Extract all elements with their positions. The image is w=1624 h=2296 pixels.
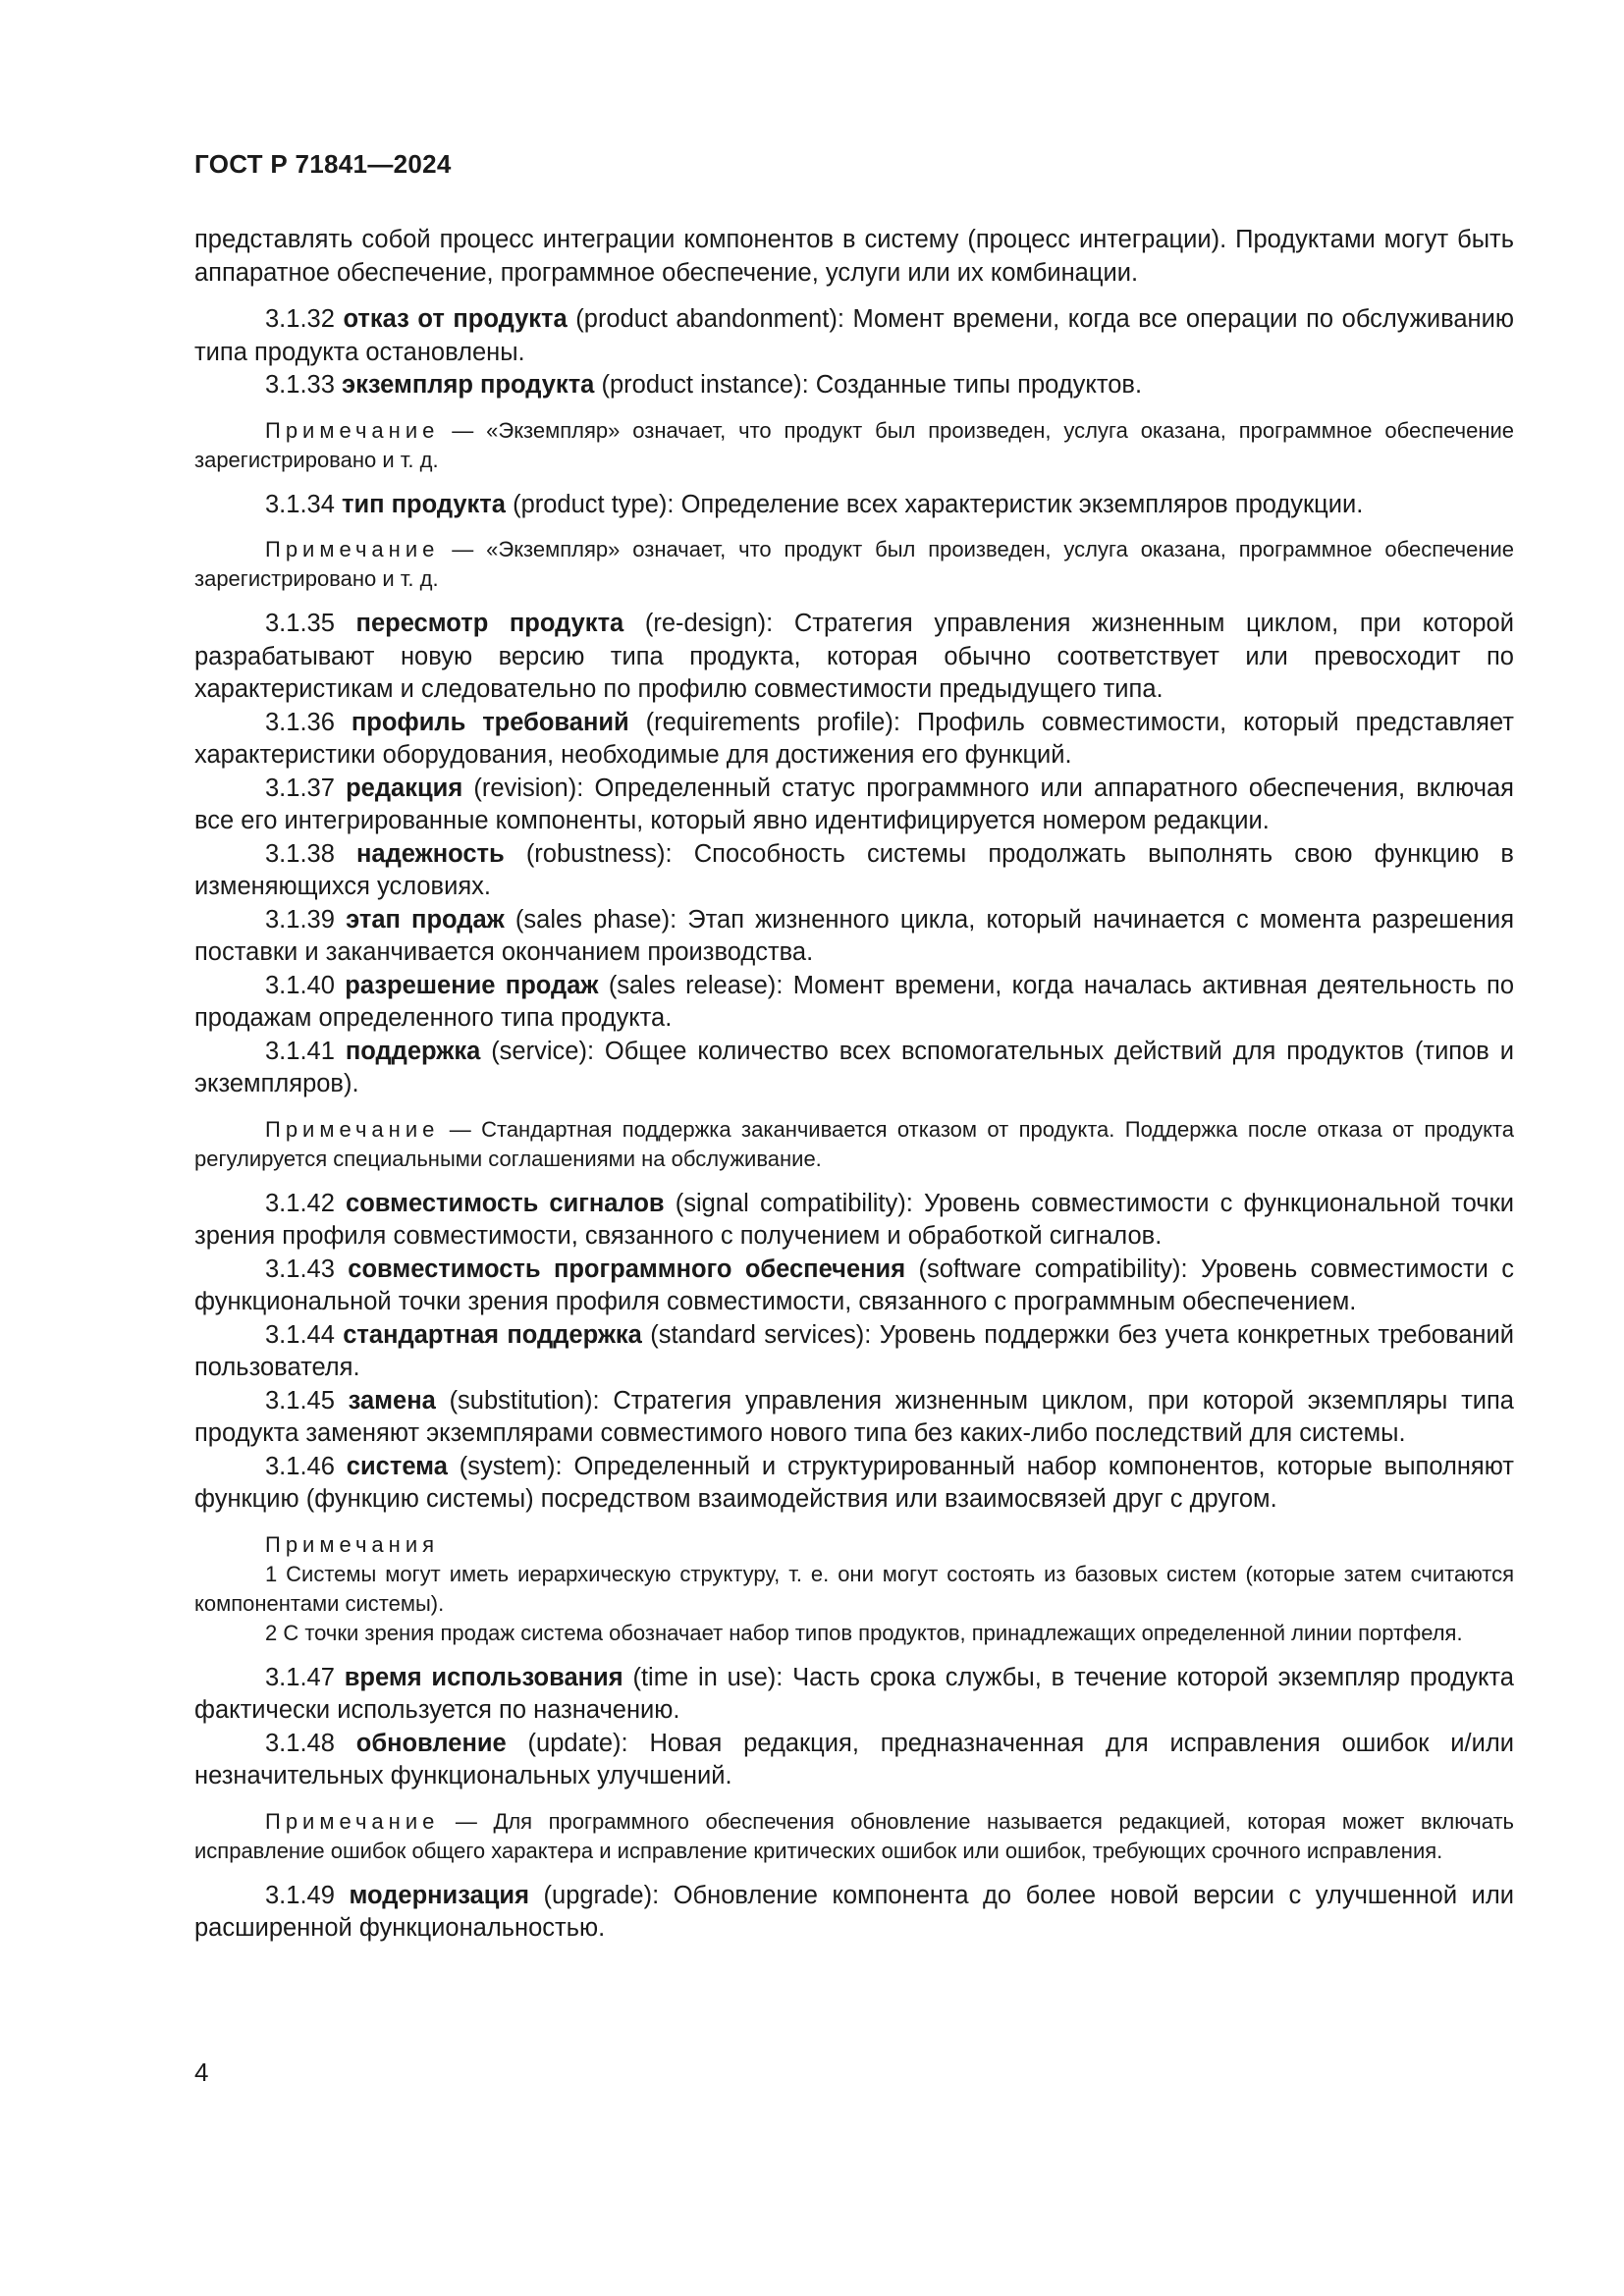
term-entry: 3.1.38 надежность (robustness): Способность системы продолжать выполнять свою функцию в изменяющихся условиях. (194, 839, 1514, 900)
term-entry: 3.1.48 обновление (update): Новая редакция, предназначенная для исправления ошибок и/или незначительных функциональных улучшений. (194, 1729, 1514, 1789)
term-entry: 3.1.35 пересмотр продукта (re-design): Стратегия управления жизненным циклом, при которой разрабатывают новую версию типа продукта, которая обычно соответствует или превосходит по характеристикам и следовательно по профилю совместимости предыдущего типа. (194, 610, 1514, 703)
term-entry: 3.1.49 модернизация (upgrade): Обновление компонента до более новой версии с улучшенной или расширенной функциональностью. (194, 1881, 1514, 1942)
term-title: тип продукта (342, 490, 506, 518)
term-title: модернизация (349, 1881, 529, 1909)
page-content (194, 224, 1514, 1946)
term-entry: 3.1.43 совместимость программного обеспечения (software compatibility): Уровень совместимости с функциональной точки зрения профиля совместимости, связанного с программным обеспечением. (194, 1255, 1514, 1315)
term-title: система (346, 1452, 448, 1480)
term-title: отказ от продукта (343, 305, 568, 333)
term-entry: 3.1.39 этап продаж (sales phase): Этап жизненного цикла, который начинается с момента разрешения поставки и заканчивается окончанием производства. (194, 905, 1515, 966)
term-entry: 3.1.45 замена (substitution): Стратегия управления жизненным циклом, при которой экземпляры типа продукта заменяют экземплярами совместимого нового типа без каких-либо последствий для системы. (194, 1386, 1514, 1447)
note: Примечание — «Экземпляр» означает, что продукт был произведен, услуга оказана, программное обеспечение зарегистрировано и т. д. (194, 417, 1514, 472)
note: Примечание — Для программного обеспечения обновление называется редакцией, которая может включать исправление ошибок общего характера и исправление критических ошибок или ошибок, требующих срочного исправления. (194, 1808, 1514, 1863)
term-title: этап продаж (346, 905, 505, 934)
term-entry: 3.1.46 система (system): Определенный и структурированный набор компонентов, которые выполняют функцию (функцию системы) посредством взаимодействия или взаимосвязей друг с другом. (194, 1452, 1514, 1513)
term-title: время использования (344, 1663, 623, 1691)
term-title: профиль требований (351, 708, 629, 736)
term-title: пересмотр продукта (355, 610, 624, 637)
intro-paragraph: представлять собой процесс интеграции компонентов в систему (процесс интеграции). Продуктами могут быть аппаратное обеспечение, программное обеспечение, услуги или их комбинации. (194, 226, 1514, 287)
term-entry: 3.1.34 тип продукта (product type): Определение всех характеристик экземпляров продукции. (265, 490, 1364, 518)
term-entry: 3.1.40 разрешение продаж (sales release): Момент времени, когда началась активная деятельность по продажам определенного типа продукта. (194, 971, 1515, 1032)
term-title: стандартная поддержка (343, 1320, 642, 1349)
term-entry: 3.1.47 время использования (time in use): Часть срока службы, в течение которой экземпляр продукта фактически используется по назначению. (194, 1663, 1514, 1724)
note: Примечание — Стандартная поддержка заканчивается отказом от продукта. Поддержка после отказа от продукта регулируется специальными соглашениями на обслуживание. (194, 1116, 1515, 1171)
term-title: обновление (355, 1729, 507, 1757)
term-entry: 3.1.42 совместимость сигналов (signal compatibility): Уровень совместимости с функциональной точки зрения профиля совместимости, связанного с получением и обработкой сигналов. (194, 1189, 1514, 1250)
page-number: 4 (194, 2057, 209, 2087)
standard-designation: ГОСТ Р 71841—2024 (194, 149, 452, 179)
note-item: 1 Системы могут иметь иерархическую структуру, т. е. они могут состоять из базовых систем (которые затем считаются компонентами системы). (194, 1561, 1514, 1616)
term-title: замена (348, 1386, 436, 1415)
note-item: 2 С точки зрения продаж система обозначает набор типов продуктов, принадлежащих определенной линии портфеля. (265, 1620, 1463, 1645)
term-title: разрешение продаж (345, 971, 599, 999)
term-entry: 3.1.33 экземпляр продукта (product instance): Созданные типы продуктов. (265, 371, 1143, 399)
note: Примечание — «Экземпляр» означает, что продукт был произведен, услуга оказана, программное обеспечение зарегистрировано и т. д. (194, 537, 1514, 591)
notes-heading: Примечания (265, 1531, 440, 1557)
term-entry: 3.1.41 поддержка (service): Общее количество всех вспомогательных действий для продуктов (типов и экземпляров). (194, 1037, 1514, 1097)
term-title: экземпляр продукта (342, 371, 595, 399)
term-title: совместимость сигналов (346, 1189, 665, 1217)
term-title: редакция (346, 774, 463, 802)
term-title: поддержка (345, 1037, 481, 1065)
term-title: надежность (356, 839, 505, 868)
term-entry: 3.1.44 стандартная поддержка (standard services): Уровень поддержки без учета конкретных требований пользователя. (194, 1320, 1514, 1381)
term-entry: 3.1.36 профиль требований (requirements profile): Профиль совместимости, который представляет характеристики оборудования, необходимые для достижения его функций. (194, 708, 1514, 769)
term-title: совместимость программного обеспечения (348, 1255, 906, 1283)
term-entry: 3.1.37 редакция (revision): Определенный статус программного или аппаратного обеспечения, включая все его интегрированные компоненты, который явно идентифицируется номером редакции. (194, 774, 1514, 834)
term-entry: 3.1.32 отказ от продукта (product abandonment): Момент времени, когда все операции по обслуживанию типа продукта остановлены. (194, 305, 1515, 366)
